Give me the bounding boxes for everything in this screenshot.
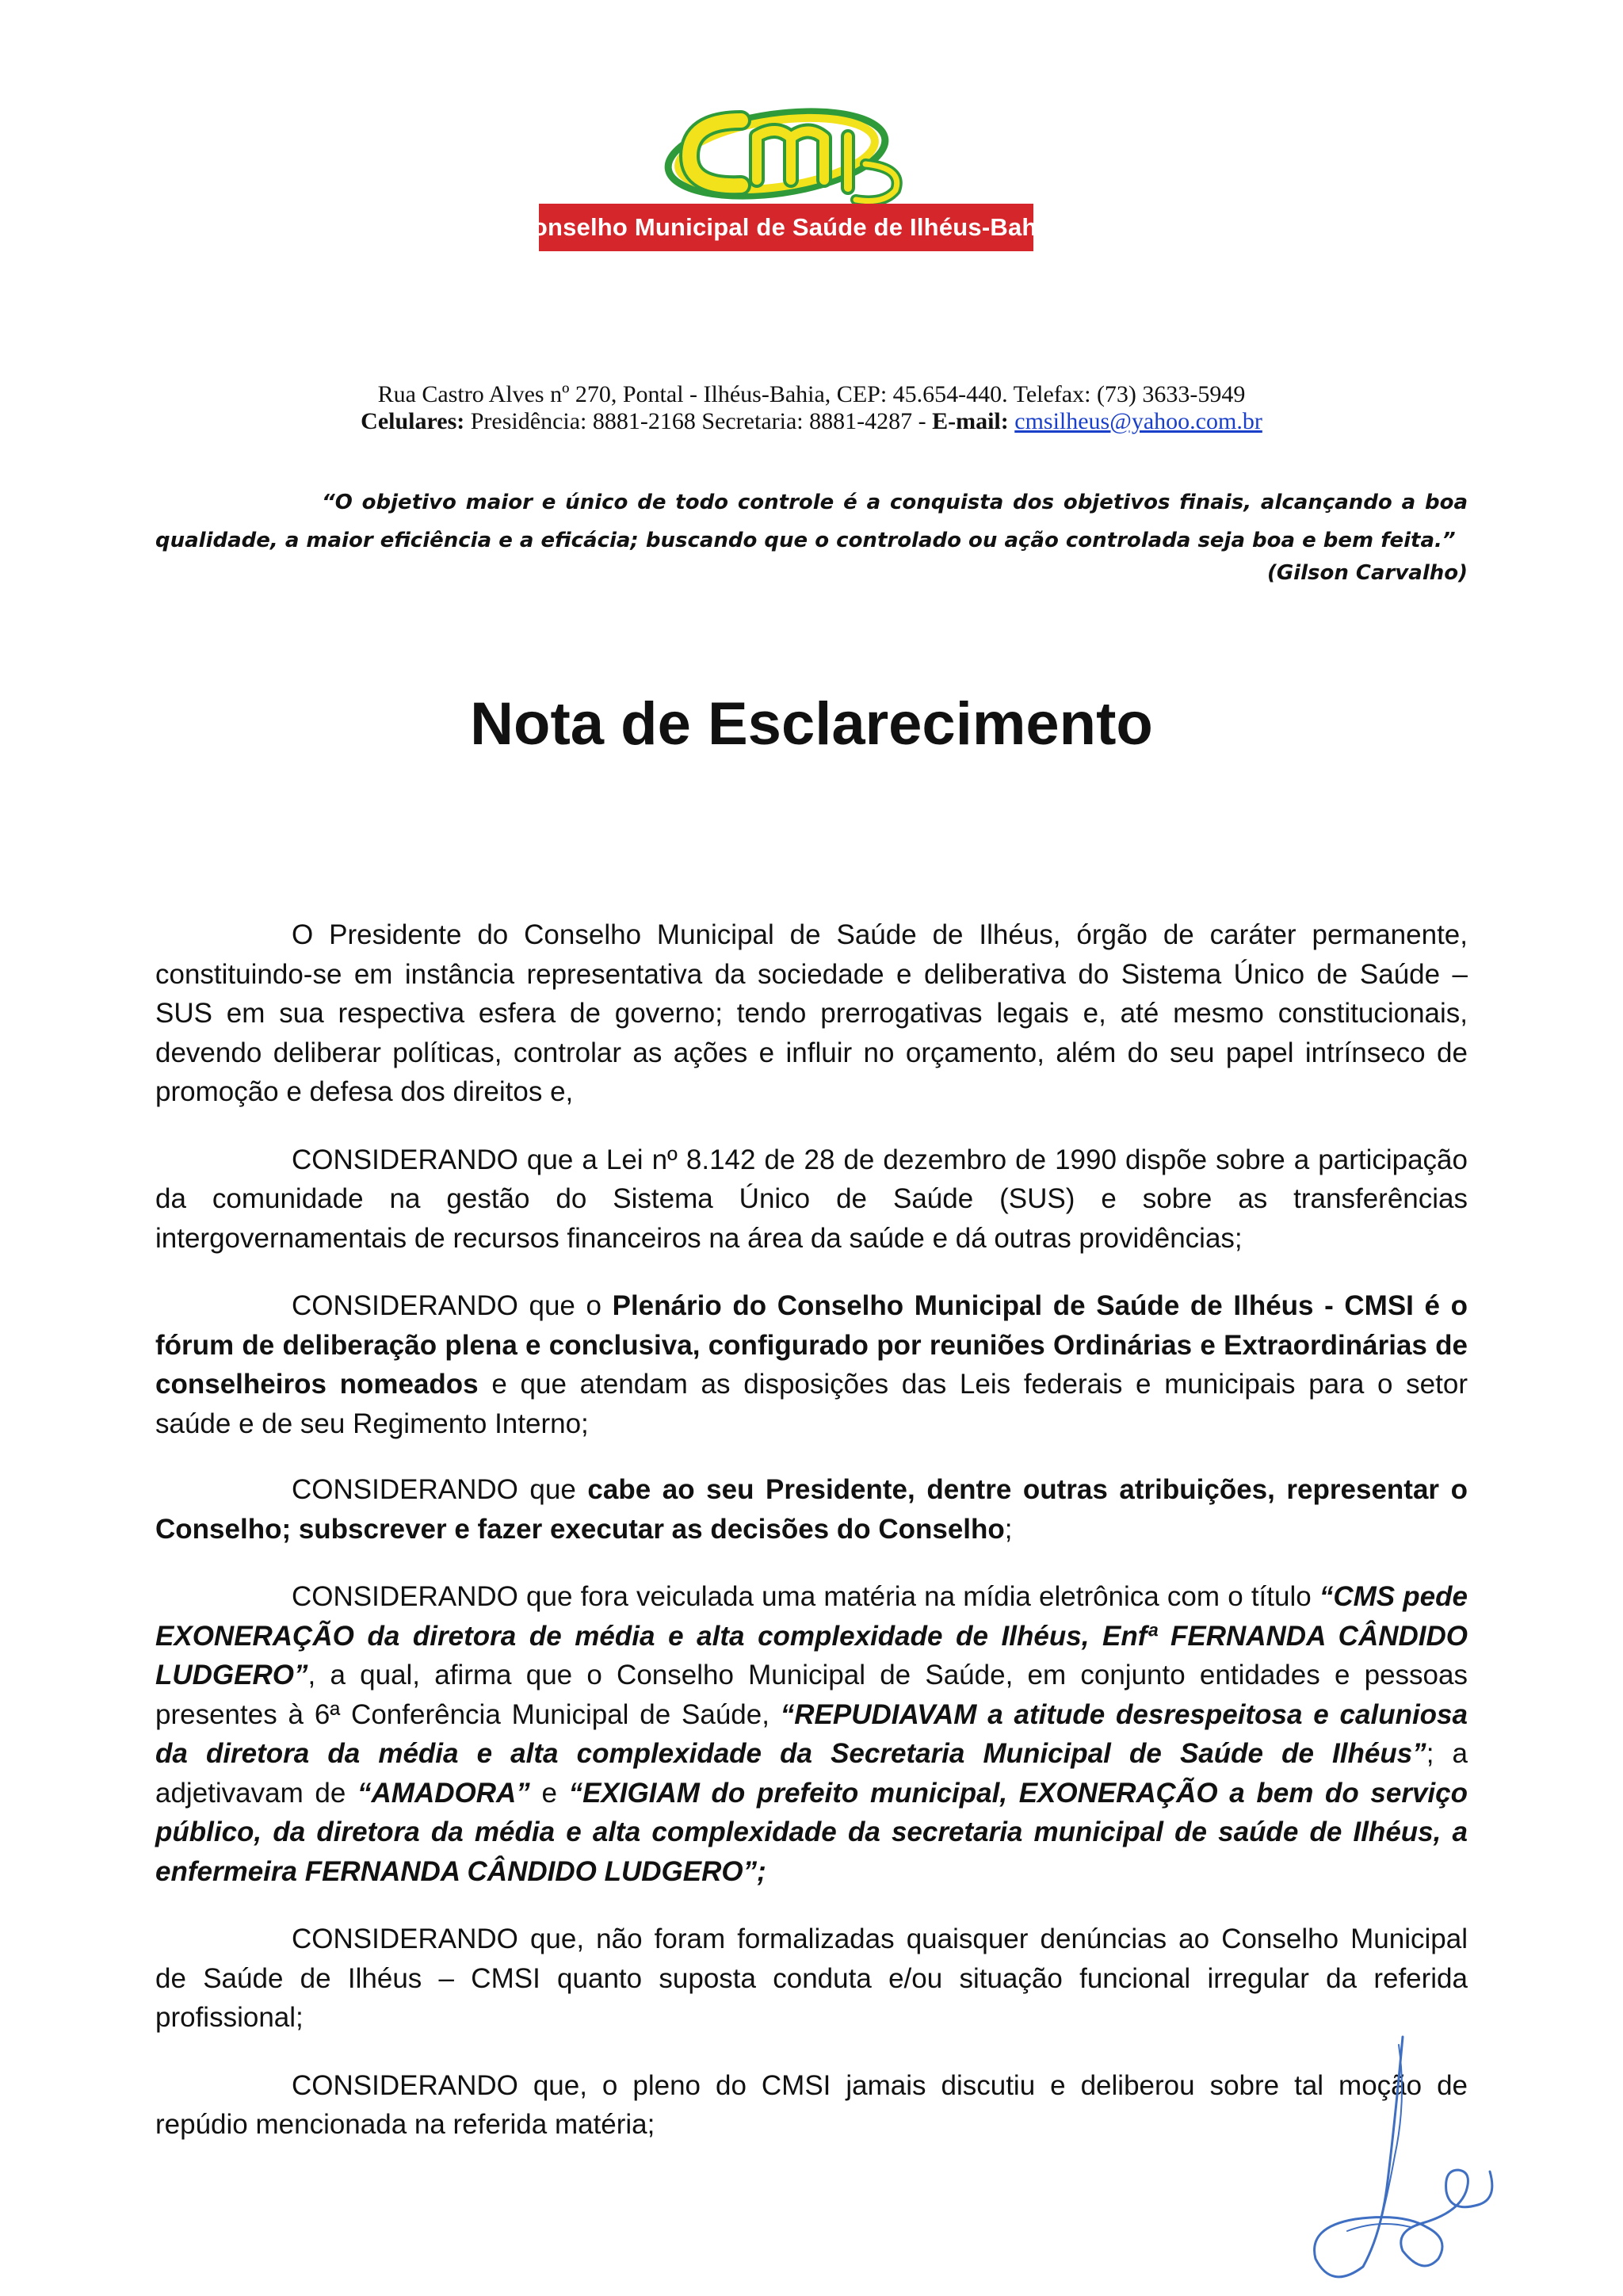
address-line: Rua Castro Alves nº 270, Pontal - Ilhéus-Bahia, CEP: 45.654-440. Telefax: (73) 3633-5949 bbox=[377, 381, 1246, 407]
text: e bbox=[529, 1777, 569, 1809]
text: CONSIDERANDO que bbox=[292, 1474, 588, 1505]
document-body bbox=[155, 915, 1468, 2173]
text: CONSIDERANDO que fora veiculada uma matéria na mídia eletrônica com o título bbox=[292, 1581, 1319, 1612]
paragraph-considerando-lei: CONSIDERANDO que a Lei nº 8.142 de 28 de dezembro de 1990 dispõe sobre a participação da comunidade na gestão do Sistema Único de Saúde (SUS) e sobre as transferências intergovernamentais de recursos financeiros na área da saúde e dá outras providências; bbox=[155, 1144, 1468, 1254]
phone-numbers: Presidência: 8881-2168 Secretaria: 8881-4287 - bbox=[464, 408, 933, 434]
paragraph-intro: O Presidente do Conselho Municipal de Saúde de Ilhéus, órgão de caráter permanente, constituindo-se em instância representativa da sociedade e deliberativa do Sistema Único de Saúde – SUS em sua respectiva esfera de governo; tendo prerrogativas legais e, até mesmo constitucionais, devendo deliberar políticas, controlar as ações e influir no orçamento, além do seu papel intrínseco de promoção e defesa dos direitos e, bbox=[155, 919, 1468, 1107]
text: CONSIDERANDO que o bbox=[292, 1290, 613, 1321]
text: , a qual, afirma que o Conselho Municipal de Saúde, em conjunto entidades e pessoas presentes à 6ª Conferência Municipal de Saúde, bbox=[155, 1660, 1468, 1730]
quote-author: (Gilson Carvalho) bbox=[1266, 561, 1468, 585]
paragraph-considerando-presidente bbox=[155, 1470, 1468, 1549]
cmsi-logo bbox=[514, 89, 1058, 251]
page-title: Nota de Esclarecimento bbox=[470, 690, 1153, 758]
email-link[interactable]: cmsilheus@yahoo.com.br bbox=[1014, 408, 1262, 434]
text: ; bbox=[1004, 1513, 1013, 1545]
cmsi-logo-graphic bbox=[658, 89, 919, 208]
address-block bbox=[0, 381, 1623, 435]
epigraph-quote bbox=[155, 483, 1468, 560]
quote-text: “O objetivo maior e único de todo controle é a conquista dos objetivos finais, alcançando a boa qualidade, a maior eficiência e a eficácia; buscando que o controlado ou ação controlada seja boa e bem feita.” bbox=[155, 491, 1468, 552]
text: e que atendam as disposições das Leis federais e municipais para o setor saúde e de seu Regimento Interno; bbox=[155, 1369, 1468, 1439]
bold-text: cabe ao seu Presidente, dentre outras atribuições, representar o Conselho; subscrever e fazer executar as decisões do Conselho bbox=[155, 1474, 1468, 1545]
logo-banner: Conselho Municipal de Saúde de Ilhéus-Bahia bbox=[539, 204, 1033, 251]
handwritten-signature bbox=[1268, 2029, 1506, 2290]
paragraph-considerando-plenario bbox=[155, 1286, 1468, 1443]
email-label: E-mail: bbox=[932, 408, 1009, 434]
bold-italic-text: “REPUDIAVAM a atitude desrespeitosa e caluniosa da diretora da média e alta complexidade da Secretaria Municipal de Saúde de Ilhéus” bbox=[155, 1698, 1468, 1769]
paragraph-considerando-materia bbox=[155, 1577, 1468, 1891]
paragraph-considerando-denuncias: CONSIDERANDO que, não foram formalizadas quaisquer denúncias ao Conselho Municipal de Saúde de Ilhéus – CMSI quanto suposta conduta e/ou situação funcional irregular da referida profissional; bbox=[155, 1924, 1468, 2033]
bold-italic-text: “CMS pede EXONERAÇÃO da diretora de média e alta complexidade de Ilhéus, Enfª FERNANDA CÂNDIDO LUDGERO” bbox=[155, 1581, 1468, 1690]
contact-line bbox=[0, 408, 1623, 435]
bold-italic-text: “AMADORA” bbox=[357, 1777, 530, 1809]
bold-italic-text: “EXIGIAM do prefeito municipal, EXONERAÇÃO a bem do serviço público, da diretora da média e alta complexidade da secretaria municipal de saúde de Ilhéus, a enfermeira FERNANDA CÂNDIDO LUDGERO”; bbox=[155, 1777, 1468, 1887]
celulares-label: Celulares: bbox=[361, 408, 465, 434]
bold-text: Plenário do Conselho Municipal de Saúde de Ilhéus - CMSI é o fórum de deliberação plena e conclusiva, configurado por reuniões Ordinárias e Extraordinárias de conselheiros nomeados bbox=[155, 1290, 1468, 1400]
paragraph-considerando-pleno: CONSIDERANDO que, o pleno do CMSI jamais discutiu e deliberou sobre tal moção de repúdio mencionada na referida matéria; bbox=[155, 2069, 1468, 2140]
text: ; a adjetivavam de bbox=[155, 1738, 1468, 1809]
